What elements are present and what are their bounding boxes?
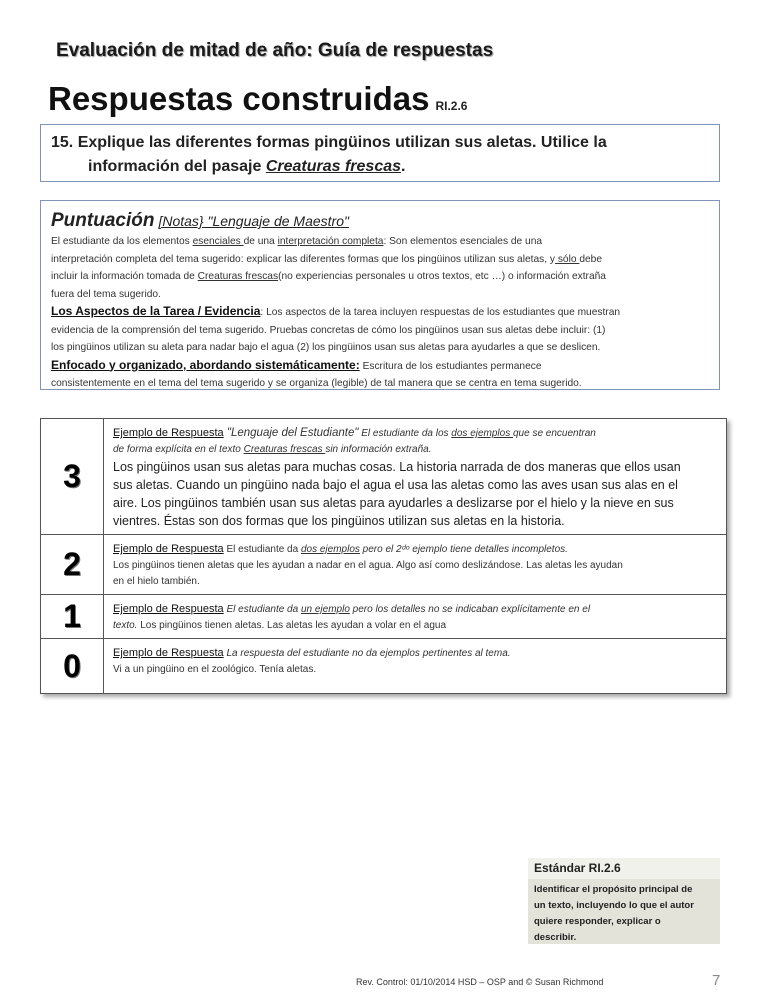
text-underlined: sólo xyxy=(554,253,580,265)
standard-line: un texto, incluyendo lo que el autor xyxy=(534,900,694,911)
description-cell xyxy=(104,595,727,639)
passage-title: Creaturas frescas xyxy=(265,158,402,175)
text: El estudiante da los elementos xyxy=(51,236,193,247)
page-subtitle: Evaluación de mitad de año: Guía de respuestas xyxy=(56,40,494,61)
question-box xyxy=(40,124,720,182)
note-underlined: un ejemplo xyxy=(300,604,350,615)
scoring-line xyxy=(51,233,709,251)
answer-text: Los pingüinos tienen aletas. Las aletas les ayudan a volar en el agua xyxy=(137,620,447,631)
answer-line: Los pingüinos tienen aletas que les ayudan a nadar en el agua. Algo así como deslizándose. Las aletas les ayudan xyxy=(113,560,623,571)
scoring-title: Puntuación xyxy=(51,210,155,231)
standard-line: quiere responder, explicar o xyxy=(534,916,661,927)
note-text: El estudiante da los xyxy=(358,428,452,439)
example-header xyxy=(113,541,716,558)
note-text: pero el 2ᵈᵒ ejemplo tiene detalles incompletos. xyxy=(359,544,568,555)
footer-text: Rev. Control: 01/10/2014 HSD – OSP and © Susan Richmond xyxy=(356,977,604,987)
score-cell: 3 xyxy=(41,419,104,535)
text: interpretación completa del tema sugerido: explicar las diferentes formas que los pingüinos utilizan sus aletas, y xyxy=(51,253,555,265)
answer-line: en el hielo también. xyxy=(113,576,200,587)
scoring-line xyxy=(51,268,709,286)
note-text: texto. xyxy=(113,620,138,631)
scoring-line xyxy=(51,357,709,376)
text-underlined: esenciales xyxy=(192,236,244,247)
focus-heading: Enfocado y organizado, abordando sistemáticamente: xyxy=(51,357,360,372)
scoring-notes: [Notas} "Lenguaje de Maestro" xyxy=(158,213,349,229)
score-cell: 1 xyxy=(41,595,104,639)
rubric-table xyxy=(40,418,727,694)
scoring-box xyxy=(40,200,720,390)
answer-line: Vi a un pingüino en el zoológico. Tenía aletas. xyxy=(113,664,317,675)
note-underlined: dos ejemplos xyxy=(300,544,360,555)
question-line-2 xyxy=(51,155,709,179)
example-label: Ejemplo de Respuesta xyxy=(113,647,224,659)
standard-description xyxy=(528,879,720,946)
text: de una xyxy=(243,236,278,247)
text: debe xyxy=(579,253,603,265)
scoring-line: consistentemente en el tema del tema sugerido y se organiza (legible) de tal manera que se centra en tema sugerido. xyxy=(51,378,582,389)
text: incluir la información tomada de xyxy=(51,271,198,282)
score-cell: 2 xyxy=(41,535,104,595)
scoring-heading xyxy=(51,209,709,233)
standard-box xyxy=(528,858,720,944)
score-cell: 0 xyxy=(41,639,104,694)
standard-line: Identificar el propósito principal de xyxy=(534,884,693,895)
standard-line: describir. xyxy=(534,932,577,943)
text: (no experiencias personales u otros textos, etc …) o información extraña xyxy=(278,271,606,282)
question-period: . xyxy=(401,158,406,175)
text-underlined: interpretación completa xyxy=(277,236,384,247)
scoring-line xyxy=(51,251,709,269)
scoring-line: los pingüinos utilizan su aleta para nadar bajo el agua (2) los pingüinos usan sus aletas para ayudarles a que se deslicen. xyxy=(51,342,601,353)
rubric-row-2 xyxy=(41,535,727,595)
text-underlined: Creaturas frescas xyxy=(197,271,279,282)
standard-tag: RI.2.6 xyxy=(435,99,468,113)
example-note xyxy=(113,618,716,634)
student-language-label: "Lenguaje del Estudiante" xyxy=(223,427,359,439)
question-text: información del pasaje xyxy=(88,158,266,175)
standard-title: Estándar RI.2.6 xyxy=(528,858,720,879)
scoring-line xyxy=(51,303,709,322)
task-aspects-heading: Los Aspectos de la Tarea / Evidencia xyxy=(51,304,261,318)
example-label: Ejemplo de Respuesta xyxy=(113,603,224,615)
answer-line: Los pingüinos usan sus aletas para muchas cosas. La historia narrada de dos maneras que ellos usan xyxy=(113,460,681,474)
description-cell xyxy=(104,639,727,694)
description-cell xyxy=(104,535,727,595)
note-underlined: dos ejemplos xyxy=(451,428,513,439)
scoring-line: evidencia de la comprensión del tema sugerido. Pruebas concretas de cómo los pingüinos usan sus aletas debe incluir: (1) xyxy=(51,324,606,336)
rubric-row-1 xyxy=(41,595,727,639)
page-number: 7 xyxy=(712,972,721,989)
rubric-row-0 xyxy=(41,639,727,694)
note-underlined: Creaturas frescas xyxy=(243,444,326,455)
example-label: Ejemplo de Respuesta xyxy=(113,543,224,555)
answer-line: sus aletas. Cuando un pingüino nada bajo el agua el usa las aletas como las aves usan sus alas en el xyxy=(113,478,678,492)
answer-line: vientres. Éstas son dos formas que los pingüinos utilizan sus aletas en la historia. xyxy=(113,514,565,528)
note-text: de forma explícita en el texto xyxy=(113,444,244,455)
note-text: El estudiante da xyxy=(223,604,301,615)
description-cell xyxy=(104,419,727,535)
example-label: Ejemplo de Respuesta xyxy=(113,427,224,439)
title-row xyxy=(48,80,467,118)
text: Escritura de los estudiantes permanece xyxy=(359,360,542,372)
rubric-row-3 xyxy=(41,419,727,535)
question-line-1: 15. Explique las diferentes formas pingüinos utilizan sus aletas. Utilice la xyxy=(51,134,607,151)
note-text: pero los detalles no se indicaban explícitamente en el xyxy=(349,604,591,615)
answer-line: aire. Los pingüinos también usan sus aletas para ayudarles a deslizarse por el hielo y la nieve en sus xyxy=(113,496,674,510)
example-note xyxy=(113,442,716,458)
note-text: que se encuentran xyxy=(513,428,596,439)
note-text: La respuesta del estudiante no da ejemplos pertinentes al tema. xyxy=(223,648,511,659)
page-title: Respuestas construidas xyxy=(48,80,430,117)
text: : Son elementos esenciales de una xyxy=(383,236,543,247)
example-header xyxy=(113,645,716,662)
text: : Los aspectos de la tarea incluyen respuestas de los estudiantes que muestran xyxy=(260,307,621,318)
example-header xyxy=(113,601,716,618)
scoring-line: fuera del tema sugerido. xyxy=(51,288,161,300)
note-text: sin información extraña. xyxy=(325,444,432,455)
example-header xyxy=(113,425,716,442)
note-text: El estudiante da xyxy=(223,544,301,555)
